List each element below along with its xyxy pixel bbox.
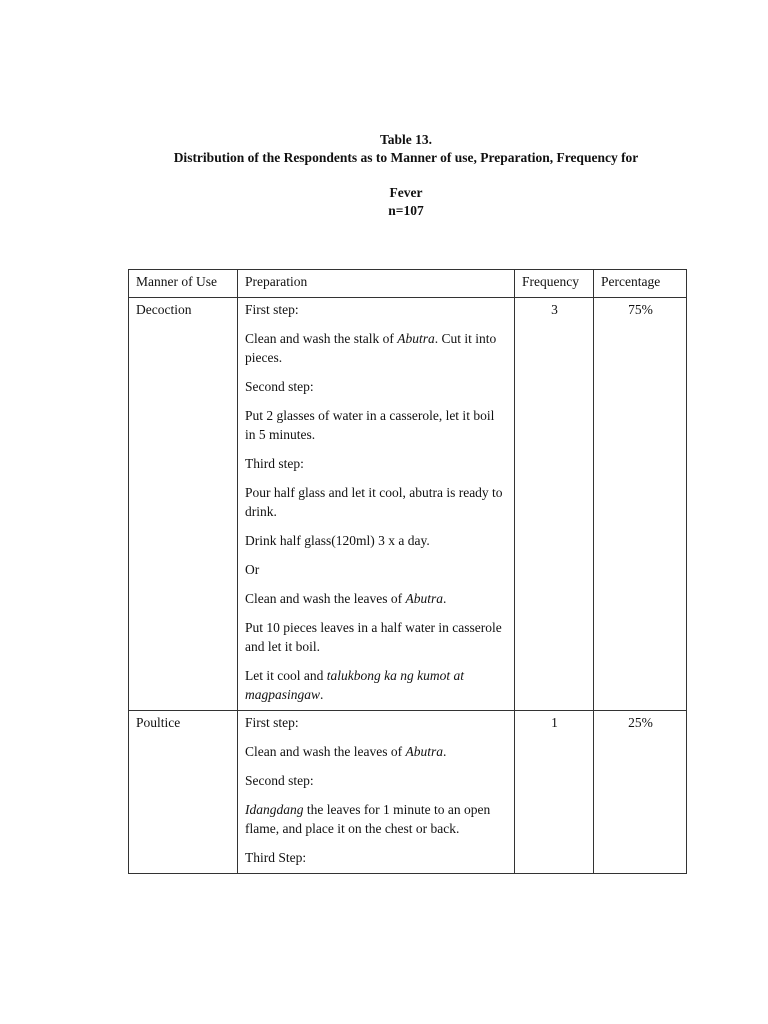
italic-term: Abutra xyxy=(397,331,435,346)
preparation-step xyxy=(245,329,508,367)
step-text: Clean and wash the stalk of xyxy=(245,331,398,346)
header-frequency: Frequency xyxy=(515,270,594,298)
preparation-step: First step: xyxy=(245,715,299,730)
preparation-step: Second step: xyxy=(245,773,314,788)
step-text: Clean and wash the leaves of xyxy=(245,591,406,606)
header-percentage: Percentage xyxy=(594,270,687,298)
sample-size: n=107 xyxy=(388,203,424,218)
preparation-step: Third Step: xyxy=(245,850,307,865)
table-subject: Fever xyxy=(389,185,423,200)
preparation-step: Put 2 glasses of water in a casserole, let it boil in 5 minutes. xyxy=(245,408,495,442)
italic-term: talukbong ka ng kumot at magpasingaw xyxy=(245,668,464,702)
preparation-step: Put 10 pieces leaves in a half water in casserole and let it boil. xyxy=(245,620,502,654)
preparation-step: Third step: xyxy=(245,456,304,471)
preparation-step xyxy=(245,742,508,761)
preparation-step: Second step: xyxy=(245,379,314,394)
preparation-step xyxy=(245,666,508,704)
step-text: . Cut it into pieces. xyxy=(245,331,497,365)
italic-term: Abutra xyxy=(405,591,443,606)
table-caption: Distribution of the Respondents as to Manner of use, Preparation, Frequency for xyxy=(173,150,639,165)
frequency-cell: 1 xyxy=(515,711,594,874)
frequency-cell: 3 xyxy=(515,298,594,711)
preparation-step: Pour half glass and let it cool, abutra is ready to drink. xyxy=(245,485,503,519)
preparation-step xyxy=(245,800,508,838)
step-text: the leaves for 1 minute to an open flame, and place it on the chest or back. xyxy=(245,802,491,836)
header-preparation: Preparation xyxy=(238,270,515,298)
percentage-cell: 75% xyxy=(594,298,687,711)
step-text: . xyxy=(320,687,324,702)
preparation-step: Drink half glass(120ml) 3 x a day. xyxy=(245,533,430,548)
manner-cell: Poultice xyxy=(129,711,238,874)
preparation-step xyxy=(245,589,508,608)
preparation-step: Or xyxy=(245,562,260,577)
preparation-step: First step: xyxy=(245,302,299,317)
step-text: . xyxy=(442,591,447,606)
italic-term: Idangdang xyxy=(245,802,304,817)
manner-cell: Decoction xyxy=(129,298,238,711)
preparation-cell xyxy=(238,298,515,711)
step-text: Let it cool and xyxy=(245,668,327,683)
table-row xyxy=(129,711,687,874)
step-text: . xyxy=(442,744,447,759)
table-header-row xyxy=(129,270,687,298)
table-number: Table 13. xyxy=(379,132,433,147)
table-row xyxy=(129,298,687,711)
preparation-cell xyxy=(238,711,515,874)
italic-term: Abutra xyxy=(405,744,443,759)
header-manner-of-use: Manner of Use xyxy=(129,270,238,298)
percentage-cell: 25% xyxy=(594,711,687,874)
distribution-table xyxy=(128,269,687,874)
step-text: Clean and wash the leaves of xyxy=(245,744,406,759)
